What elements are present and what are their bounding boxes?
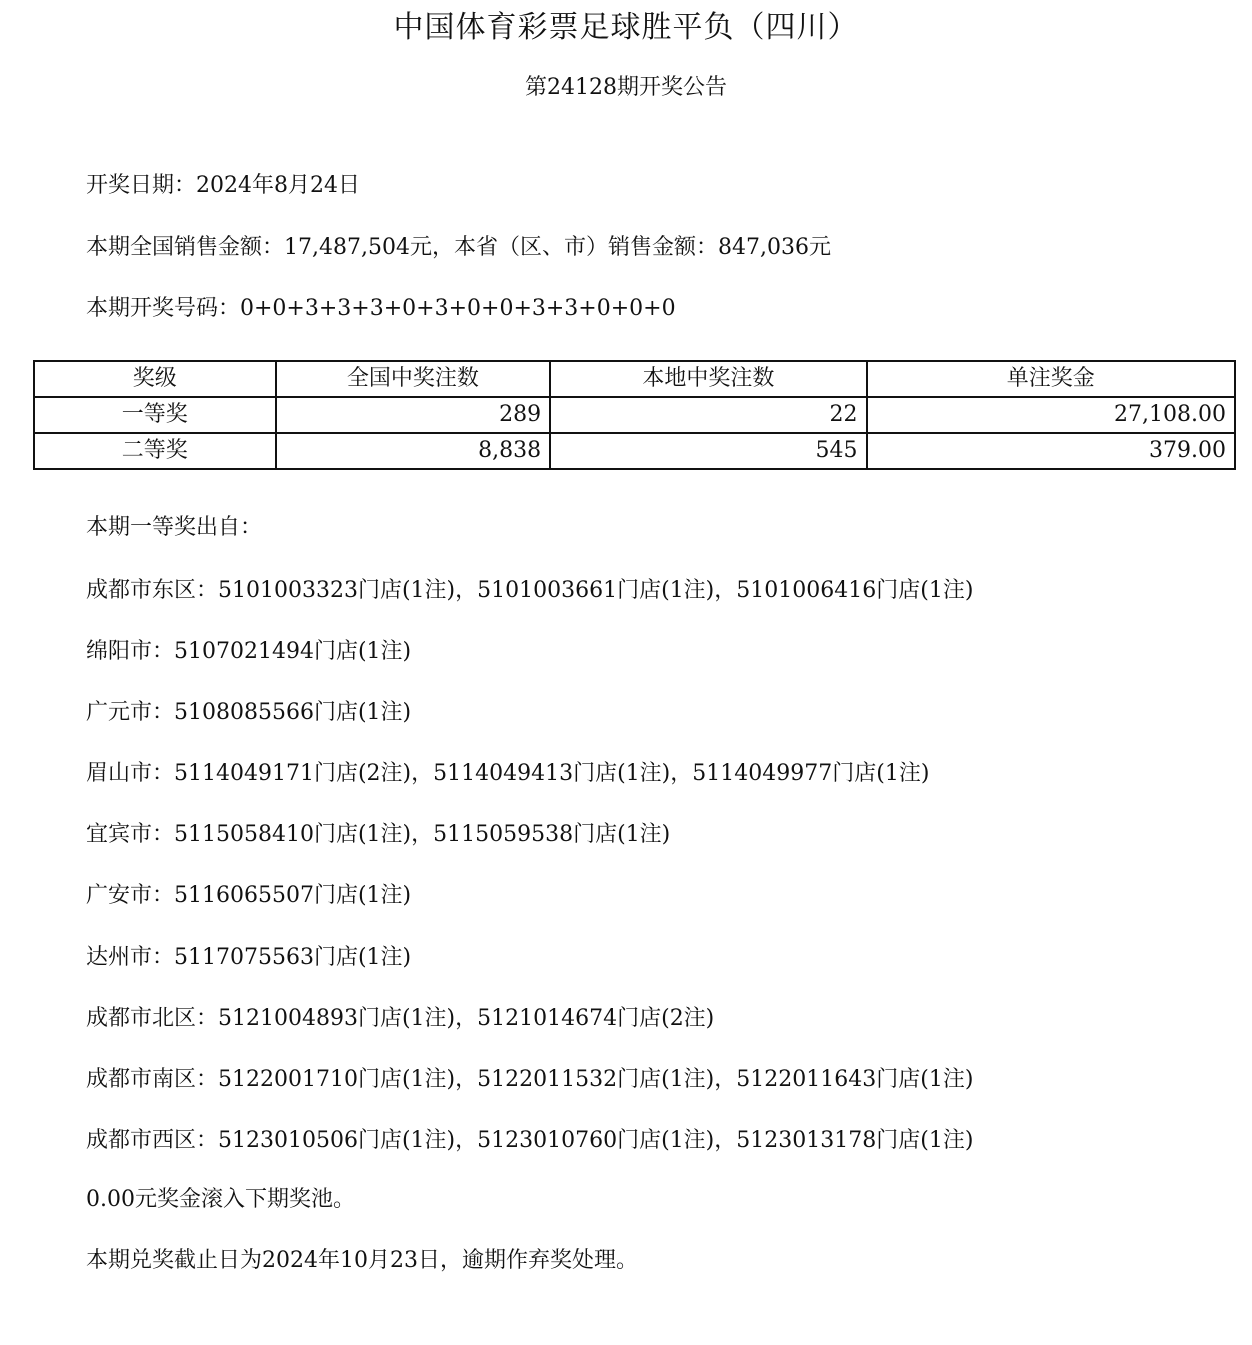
winner-line-yibin: 宜宾市：5115058410门店(1注)，5115059538门店(1注) <box>86 822 671 847</box>
issue-subtitle: 第24128期开奖公告 <box>525 75 727 100</box>
cell-national: 289 <box>276 397 551 433</box>
winner-line-chengdu-west: 成都市西区：5123010506门店(1注)，5123010760门店(1注)，5123013178门店(1注) <box>86 1128 974 1153</box>
cell-level: 二等奖 <box>34 433 276 469</box>
column-header-prize: 单注奖金 <box>867 361 1235 397</box>
cell-level: 一等奖 <box>34 397 276 433</box>
prize-table <box>33 360 1236 470</box>
winner-line-meishan: 眉山市：5114049171门店(2注)，5114049413门店(1注)，5114049977门店(1注) <box>86 761 930 786</box>
winning-numbers: 本期开奖号码：0+0+3+3+3+0+3+0+0+3+3+0+0+0 <box>86 296 676 321</box>
winner-line-chengdu-east: 成都市东区：5101003323门店(1注)，5101003661门店(1注)，5101006416门店(1注) <box>86 578 974 603</box>
winner-line-guangan: 广安市：5116065507门店(1注) <box>86 883 412 908</box>
cell-national: 8,838 <box>276 433 551 469</box>
cell-prize: 379.00 <box>867 433 1235 469</box>
table-header-row <box>34 361 1235 397</box>
winner-line-chengdu-south: 成都市南区：5122001710门店(1注)，5122011532门店(1注)，5122011643门店(1注) <box>86 1067 974 1092</box>
winner-line-guangyuan: 广元市：5108085566门店(1注) <box>86 700 412 725</box>
table-row <box>34 397 1235 433</box>
cell-local: 545 <box>550 433 866 469</box>
winner-line-chengdu-north: 成都市北区：5121004893门店(1注)，5121014674门店(2注) <box>86 1006 715 1031</box>
column-header-national: 全国中奖注数 <box>276 361 551 397</box>
page-title: 中国体育彩票足球胜平负（四川） <box>393 10 859 45</box>
winner-line-dazhou: 达州市：5117075563门店(1注) <box>86 945 412 970</box>
column-header-local: 本地中奖注数 <box>550 361 866 397</box>
draw-date: 开奖日期：2024年8月24日 <box>86 173 360 198</box>
winners-heading: 本期一等奖出自： <box>86 515 263 540</box>
table-row <box>34 433 1235 469</box>
rollover-note: 0.00元奖金滚入下期奖池。 <box>86 1187 355 1212</box>
winner-line-mianyang: 绵阳市：5107021494门店(1注) <box>86 639 412 664</box>
sales-amount: 本期全国销售金额：17,487,504元，本省（区、市）销售金额：847,036元 <box>86 235 831 260</box>
column-header-level: 奖级 <box>34 361 276 397</box>
cell-prize: 27,108.00 <box>867 397 1235 433</box>
claim-deadline: 本期兑奖截止日为2024年10月23日，逾期作弃奖处理。 <box>86 1248 638 1273</box>
cell-local: 22 <box>550 397 866 433</box>
